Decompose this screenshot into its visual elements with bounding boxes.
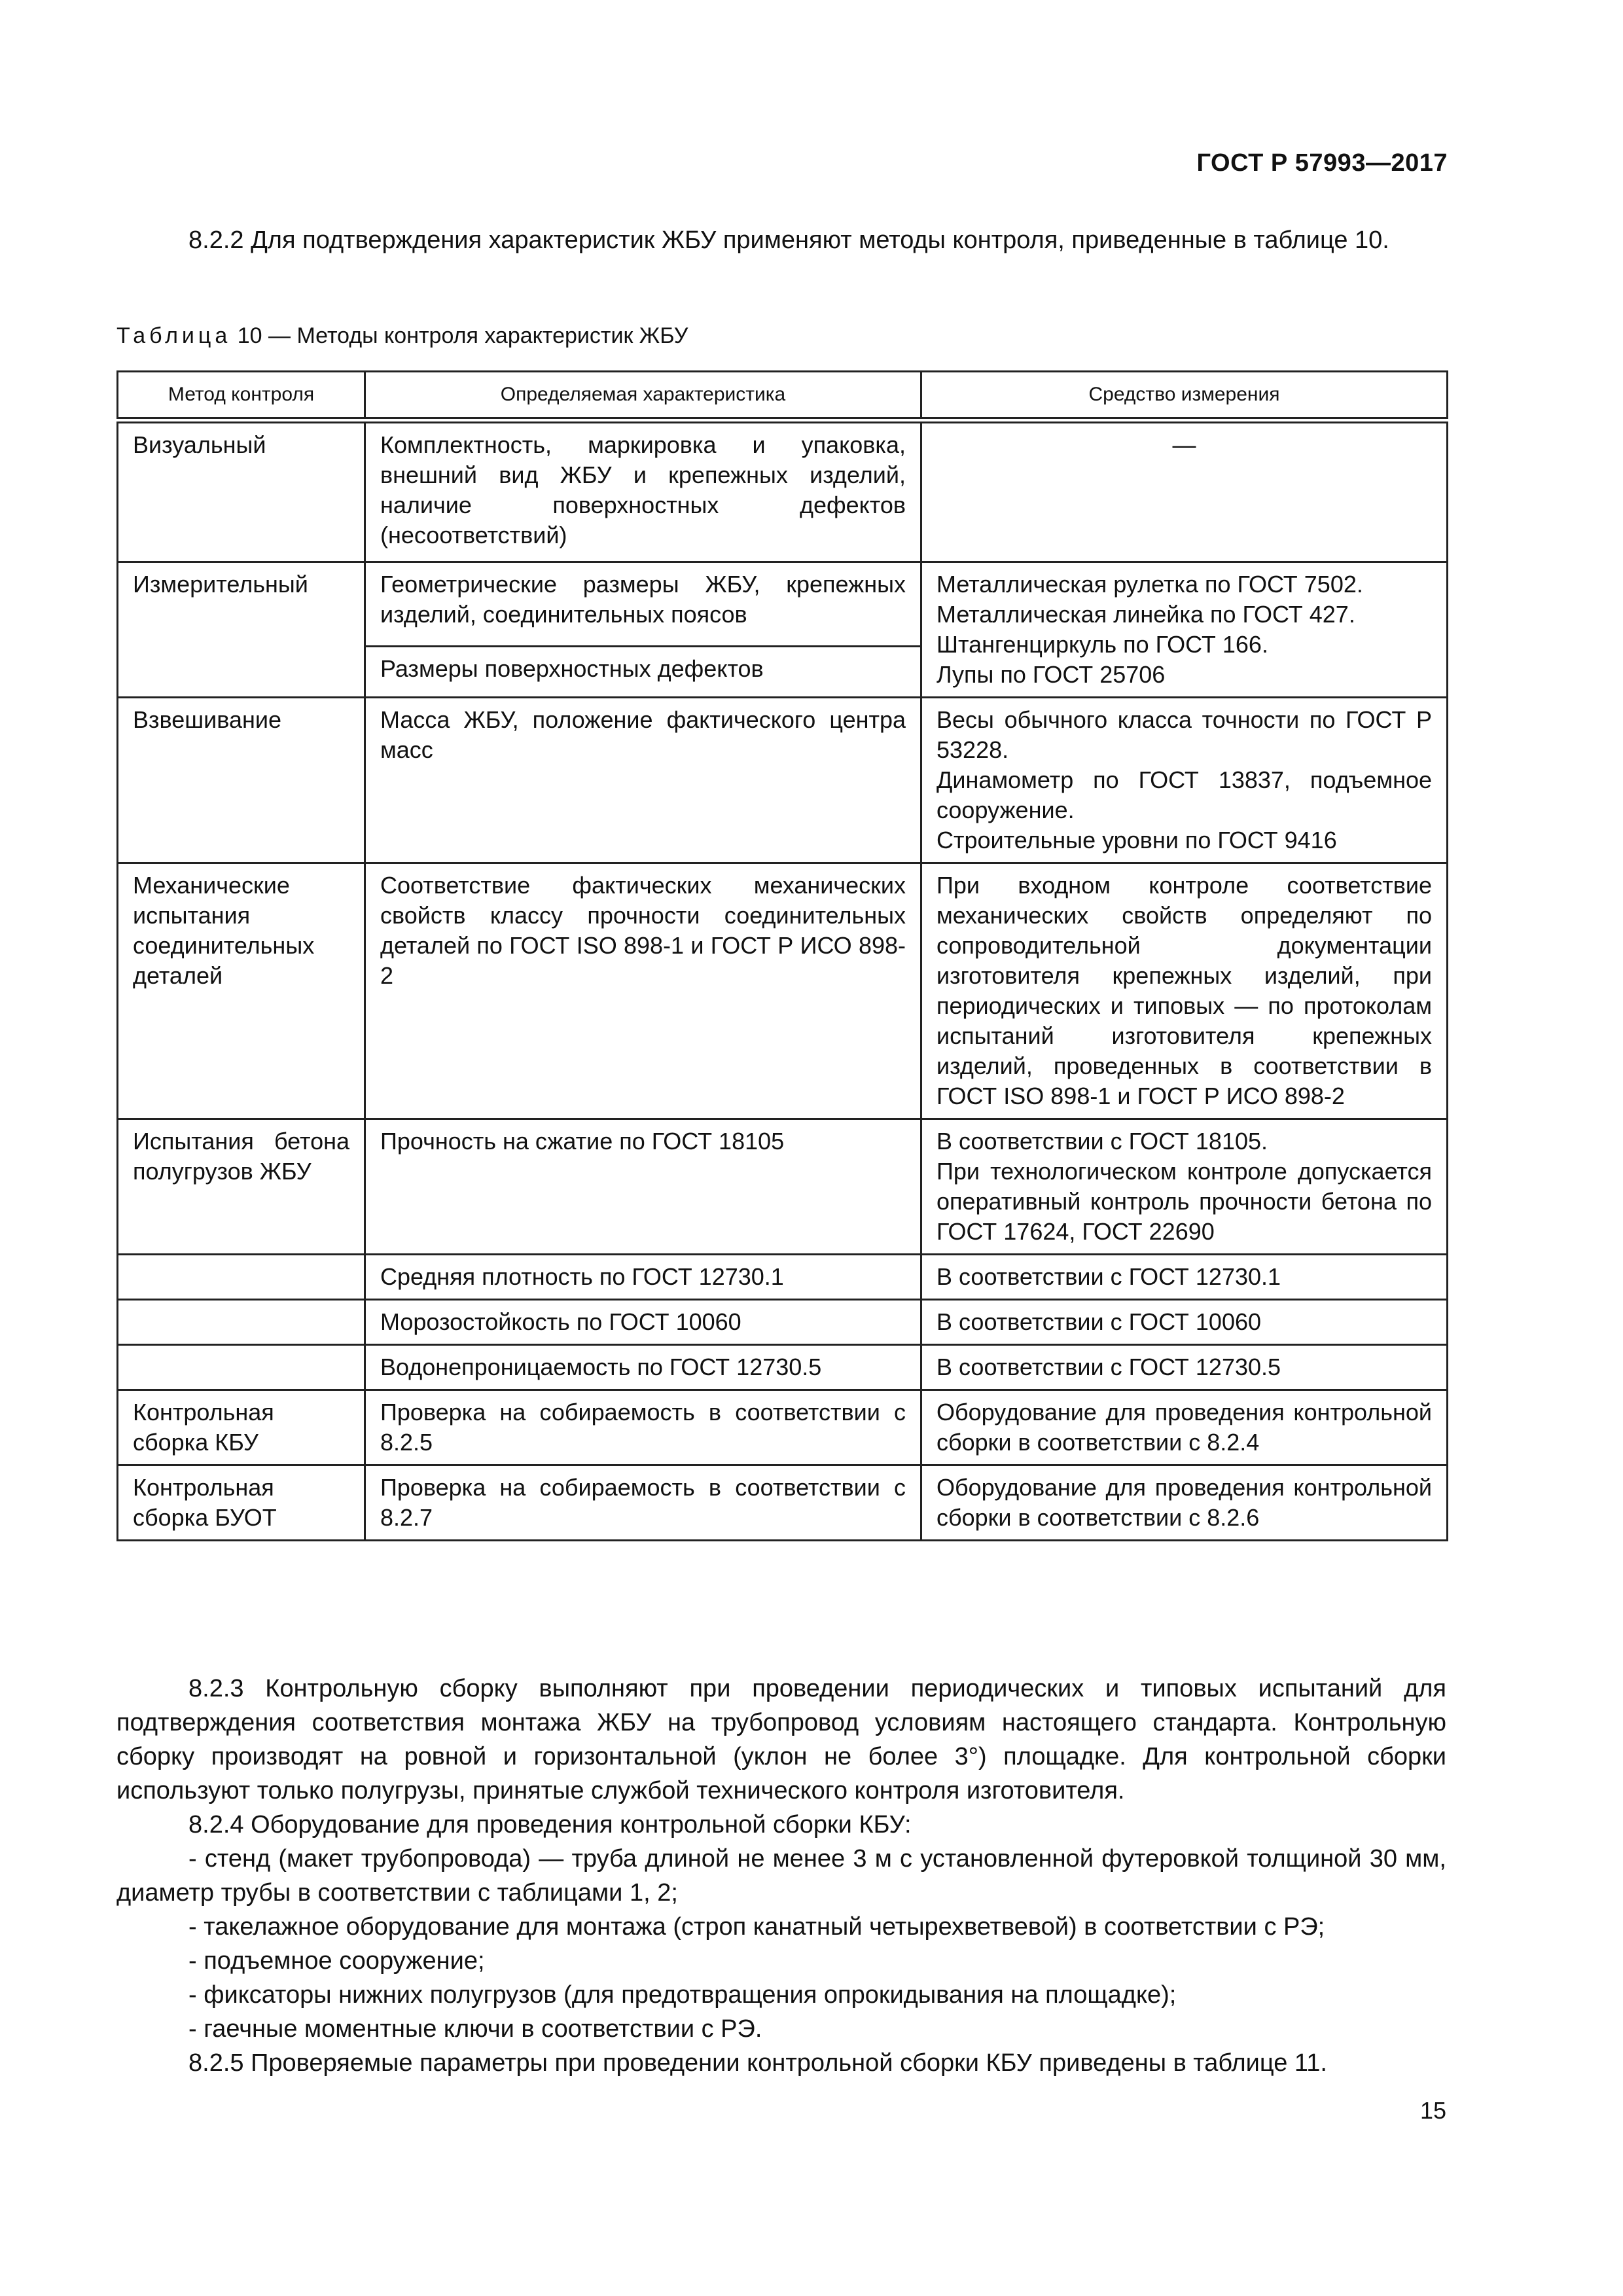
- means-line: При технологическом контроле допускается оперативный контроль прочности бетона по ГОСТ 17624, ГОСТ 22690: [936, 1157, 1432, 1245]
- cell-method: [118, 1299, 365, 1344]
- cell-characteristic: Проверка на собираемость в соответствии с 8.2.5: [365, 1390, 921, 1465]
- means-line: Металлическая рулетка по ГОСТ 7502.: [936, 570, 1363, 598]
- paragraph-8-2-4: 8.2.4 Оборудование для проведения контрольной сборки КБУ:: [188, 1811, 912, 1839]
- table-row: [118, 420, 1448, 562]
- cell-means: [921, 1119, 1448, 1254]
- list-item: - гаечные моментные ключи в соответствии с РЭ.: [188, 2015, 762, 2043]
- paragraph-8-2-5: 8.2.5 Проверяемые параметры при проведении контрольной сборки КБУ приведены в таблице 11.: [188, 2049, 1327, 2077]
- table-row: [118, 1299, 1448, 1344]
- cell-characteristic: Соответствие фактических механических свойств классу прочности соединительных деталей по ГОСТ ISO 898-1 и ГОСТ Р ИСО 898-2: [365, 863, 921, 1119]
- list-item: - стенд (макет трубопровода) — труба длиной не менее 3 м с установленной футеровкой толщиной 30 мм, диаметр трубы в соответствии с таблицами 1, 2;: [116, 1845, 1446, 1907]
- cell-characteristic: Морозостойкость по ГОСТ 10060: [365, 1299, 921, 1344]
- table-row: [118, 1390, 1448, 1465]
- cell-means: В соответствии с ГОСТ 12730.1: [921, 1254, 1448, 1299]
- header-characteristic: Определяемая характеристика: [365, 372, 921, 421]
- table-row: [118, 1465, 1448, 1540]
- cell-characteristic: Проверка на собираемость в соответствии с 8.2.7: [365, 1465, 921, 1540]
- cell-characteristic: Масса ЖБУ, положение фактического центра масс: [365, 697, 921, 863]
- table-caption: [116, 323, 688, 349]
- means-line: Весы обычного класса точности по ГОСТ Р 53228.: [936, 706, 1432, 763]
- cell-means: В соответствии с ГОСТ 10060: [921, 1299, 1448, 1344]
- means-line: Динамометр по ГОСТ 13837, подъемное сооружение.: [936, 766, 1432, 823]
- means-line: В соответствии с ГОСТ 18105.: [936, 1127, 1268, 1155]
- cell-method: Механические испытания соединительных деталей: [118, 863, 365, 1119]
- cell-means: Оборудование для проведения контрольной сборки в соответствии с 8.2.4: [921, 1390, 1448, 1465]
- cell-characteristic: Комплектность, маркировка и упаковка, внешний вид ЖБУ и крепежных изделий, наличие поверхностных дефектов (несоответствий): [365, 420, 921, 562]
- cell-method: Визуальный: [118, 420, 365, 562]
- document-designation: ГОСТ Р 57993—2017: [1196, 149, 1448, 177]
- cell-method: Контрольная сборка БУОТ: [118, 1465, 365, 1540]
- cell-characteristic: Геометрические размеры ЖБУ, крепежных изделий, соединительных поясов: [365, 562, 921, 646]
- cell-method: Взвешивание: [118, 697, 365, 863]
- paragraph-8-2-2: 8.2.2 Для подтверждения характеристик ЖБУ применяют методы контроля, приведенные в таблице 10.: [188, 226, 1389, 254]
- table-row: [118, 562, 1448, 646]
- means-line: Металлическая линейка по ГОСТ 427.: [936, 600, 1355, 628]
- cell-means: При входном контроле соответствие механических свойств определяют по сопроводительной документации изготовителя крепежных изделий, при периодических и типовых — по протоколам испытаний изготовителя крепежных изделий, проведенных в соответствии в ГОСТ ISO 898-1 и ГОСТ Р ИСО 898-2: [921, 863, 1448, 1119]
- cell-means: В соответствии с ГОСТ 12730.5: [921, 1344, 1448, 1390]
- page-number: 15: [1419, 2097, 1446, 2124]
- table-row: [118, 1344, 1448, 1390]
- table-caption-text: 10 — Методы контроля характеристик ЖБУ: [237, 323, 688, 348]
- paragraph-8-2-3: 8.2.3 Контрольную сборку выполняют при проведении периодических и типовых испытаний для подтверждения соответствия монтажа ЖБУ на трубопровод условиям настоящего стандарта. Контрольную сборку производят на ровной и горизонтальной (уклон не более 3°) площадке. Для контрольной сборки используют только полугрузы, принятые службой технического контроля изготовителя.: [116, 1675, 1446, 1804]
- means-line: Строительные уровни по ГОСТ 9416: [936, 826, 1337, 853]
- cell-method: [118, 1344, 365, 1390]
- table-header-row: [118, 372, 1448, 421]
- list-item: - подъемное сооружение;: [188, 1947, 485, 1975]
- cell-means: [921, 562, 1448, 697]
- cell-characteristic: Средняя плотность по ГОСТ 12730.1: [365, 1254, 921, 1299]
- cell-characteristic: Прочность на сжатие по ГОСТ 18105: [365, 1119, 921, 1254]
- table-row: [118, 863, 1448, 1119]
- body-text: [116, 1672, 1446, 2080]
- cell-method: Испытания бетона полугрузов ЖБУ: [118, 1119, 365, 1254]
- header-method: Метод контроля: [118, 372, 365, 421]
- control-methods-table: [116, 370, 1448, 1541]
- list-item: - фиксаторы нижних полугрузов (для предотвращения опрокидывания на площадке);: [188, 1981, 1177, 2009]
- cell-characteristic: Размеры поверхностных дефектов: [365, 646, 921, 697]
- table-row: [118, 697, 1448, 863]
- cell-means: [921, 697, 1448, 863]
- means-line: Штангенциркуль по ГОСТ 166.: [936, 630, 1268, 658]
- list-item: - такелажное оборудование для монтажа (строп канатный четырехветвевой) в соответствии с РЭ;: [188, 1913, 1325, 1941]
- means-line: Лупы по ГОСТ 25706: [936, 660, 1166, 688]
- header-measuring-means: Средство измерения: [921, 372, 1448, 421]
- cell-method: Контрольная сборка КБУ: [118, 1390, 365, 1465]
- table-caption-label: Таблица: [116, 323, 232, 348]
- table-row: [118, 1119, 1448, 1254]
- cell-means: —: [921, 420, 1448, 562]
- table-row: [118, 1254, 1448, 1299]
- cell-characteristic: Водонепроницаемость по ГОСТ 12730.5: [365, 1344, 921, 1390]
- cell-method: [118, 1254, 365, 1299]
- cell-method: Измерительный: [118, 562, 365, 697]
- cell-means: Оборудование для проведения контрольной сборки в соответствии с 8.2.6: [921, 1465, 1448, 1540]
